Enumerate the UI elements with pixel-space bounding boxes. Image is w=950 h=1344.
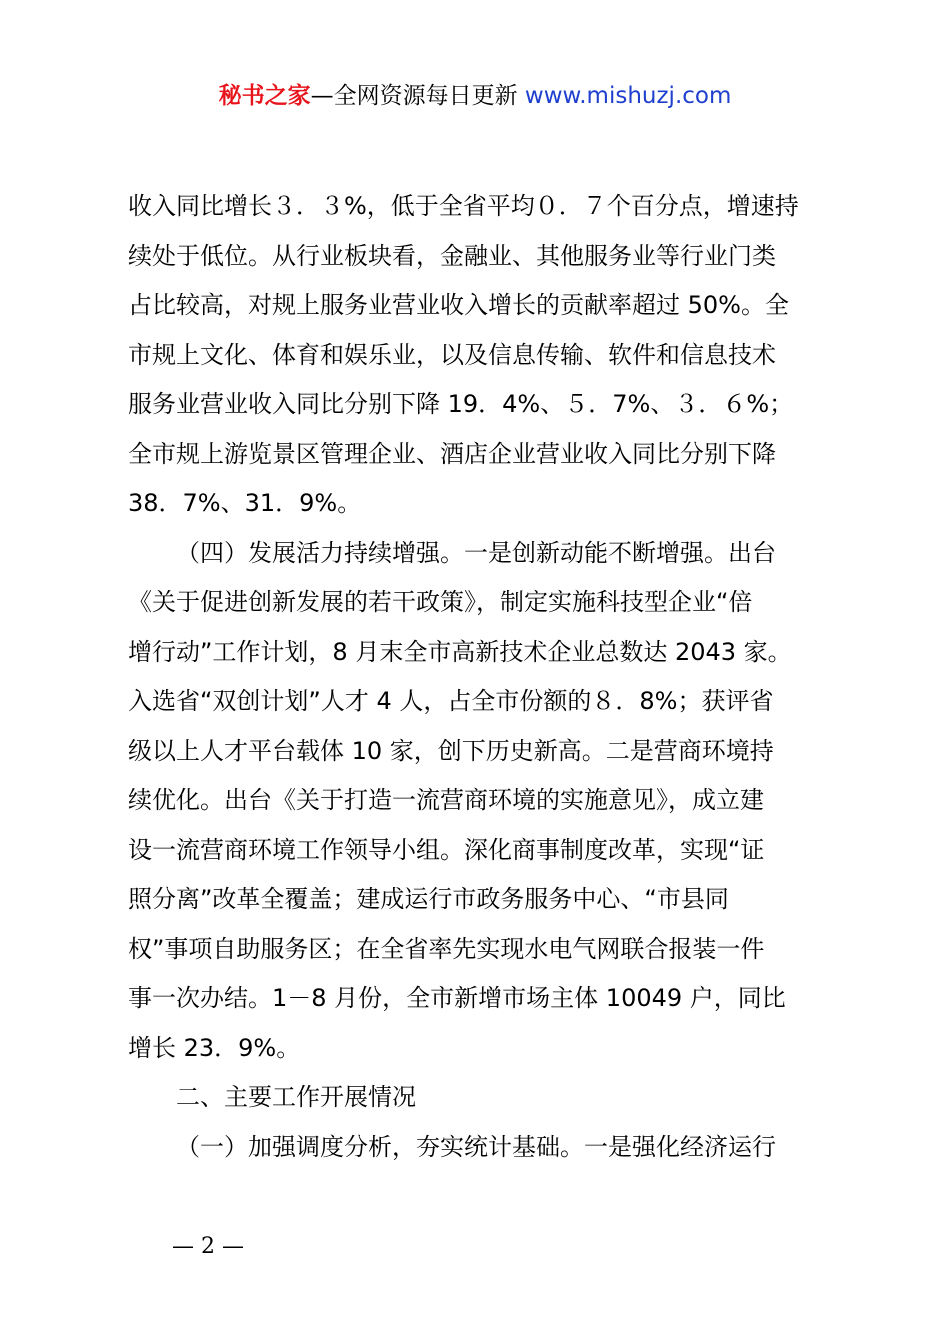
section-two-heading: 二、主要工作开展情况: [176, 1083, 416, 1111]
text-line: 事一次办结。1－8 月份，全市新增市场主体 10049 户，同比: [128, 984, 786, 1012]
text-line: 市规上文化、体育和娱乐业，以及信息传输、软件和信息技术: [128, 340, 776, 369]
site-url-link[interactable]: www.mishuzj.com: [524, 83, 732, 109]
text-line: 续处于低位。从行业板块看，金融业、其他服务业等行业门类: [128, 241, 776, 270]
section-four-heading-line: （四）发展活力持续增强。一是创新动能不断增强。出台: [176, 538, 776, 567]
subsection-one-heading-line: （一）加强调度分析，夯实统计基础。一是强化经济运行: [176, 1132, 776, 1161]
document-body: [128, 182, 838, 1172]
text-line: 设一流营商环境工作领导小组。深化商事制度改革，实现“证: [128, 835, 765, 864]
site-brand: 秘书之家: [218, 83, 311, 109]
text-line: 增行动”工作计划，8 月末全市高新技术企业总数达 2043 家。: [128, 637, 792, 666]
text-line: 权”事项自助服务区；在全省率先实现水电气网联合报装一件: [128, 934, 765, 963]
text-line: 《关于促进创新发展的若干政策》，制定实施科技型企业“倍: [128, 588, 753, 616]
text-line: 38．7%、31．9%。: [128, 489, 362, 517]
site-header: [0, 80, 950, 112]
text-line: 全市规上游览景区管理企业、酒店企业营业收入同比分别下降: [128, 439, 776, 468]
text-line: 入选省“双创计划”人才 4 人，占全市份额的８．8%；获评省: [128, 687, 774, 715]
text-line: 增长 23．9%。: [128, 1033, 301, 1062]
text-line: 照分离”改革全覆盖；建成运行市政务服务中心、“市县同: [128, 885, 729, 913]
text-line: 占比较高，对规上服务业营业收入增长的贡献率超过 50%。全: [128, 291, 789, 319]
site-tagline: —全网资源每日更新: [310, 83, 525, 109]
text-line: 续优化。出台《关于打造一流营商环境的实施意见》，成立建: [128, 786, 764, 814]
text-line: 收入同比增长３．３%，低于全省平均０．７个百分点，增速持: [128, 192, 799, 220]
text-line: 服务业营业收入同比分别下降 19．4%、５．7%、３．６%；: [128, 390, 794, 418]
page-number: — 2 —: [172, 1234, 244, 1259]
text-line: 级以上人才平台载体 10 家，创下历史新高。二是营商环境持: [128, 736, 774, 765]
